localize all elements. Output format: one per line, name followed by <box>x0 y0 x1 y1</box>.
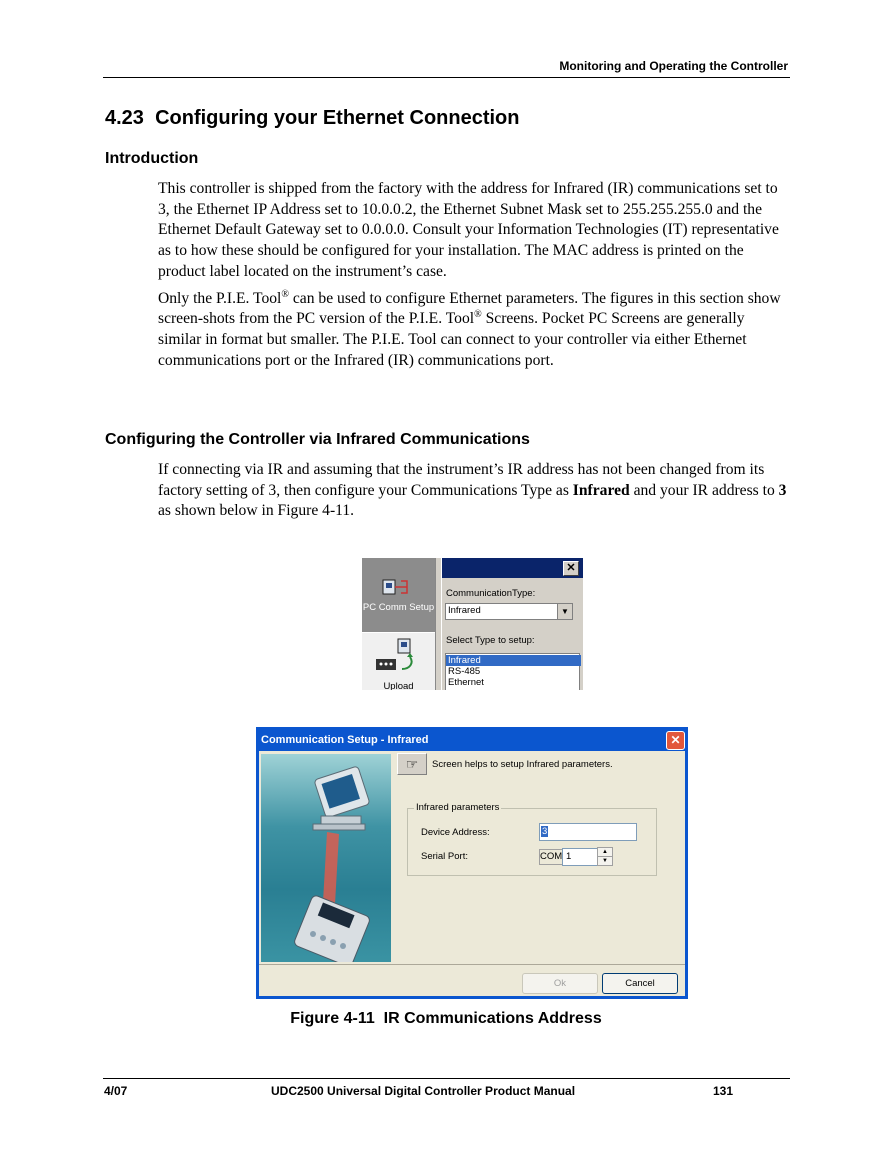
device-address-value: 3 <box>542 826 548 837</box>
footer-date: 4/07 <box>104 1084 128 1098</box>
window-title: Communication Setup - Infrared <box>261 734 429 746</box>
ir-setup-window <box>256 727 688 999</box>
serial-port-spinner[interactable] <box>597 847 611 865</box>
ir-bold-3: 3 <box>778 481 787 499</box>
running-header: Monitoring and Operating the Controller <box>559 59 788 73</box>
comm-type-dialog <box>441 558 583 690</box>
ir-heading: Configuring the Controller via Infrared Communications <box>105 431 530 448</box>
ok-button[interactable]: Ok <box>522 973 598 994</box>
footer-rule <box>103 1078 790 1079</box>
type-list <box>445 653 580 690</box>
device-address-input[interactable] <box>539 823 637 841</box>
close-icon[interactable]: ✕ <box>563 561 579 576</box>
device-address-label: Device Address: <box>421 827 490 838</box>
chevron-down-icon[interactable]: ▼ <box>557 604 572 619</box>
comm-type-value: Infrared <box>448 605 481 616</box>
serial-port-value: 1 <box>566 851 572 862</box>
intro-p2-part-b: can be used to configure Ethernet parameters. The figures in this section show screen-shots from the PC version of the P.I.E. Tool <box>158 289 781 328</box>
infrared-params-group <box>407 808 657 876</box>
select-type-label: Select Type to setup: <box>446 635 535 646</box>
cancel-button[interactable]: Cancel <box>602 973 678 994</box>
spin-up-icon[interactable]: ▲ <box>597 847 613 857</box>
list-item[interactable]: Ethernet <box>448 677 484 688</box>
ir-part-b: and your IR address to <box>629 481 779 499</box>
pc-comm-icon <box>381 578 413 600</box>
section-title: Configuring your Ethernet Connection <box>155 107 520 129</box>
list-item[interactable]: RS-485 <box>448 666 481 677</box>
header-rule <box>103 77 790 78</box>
intro-paragraph-1: This controller is shipped from the factory with the address for Infrared (IR) communications set to 3, the Ethernet IP Address set to 10.0.0.2, the Ethernet Subnet Mask set to 255.255.255.0 and the Ethernet Default Gateway set to 0.0.0.0. Consult your Information Technologies (IT) representative as to how these should be configured for your installation. The MAC address is printed on the product label located on the instrument’s case. <box>158 180 779 280</box>
pc-comm-setup-button[interactable] <box>362 558 436 632</box>
ir-part-a: If connecting via IR and assuming that the instrument’s IR address has not been changed from its factory setting of 3, then configure your Communications Type as <box>158 461 765 499</box>
com-prefix: COM <box>539 849 563 865</box>
upload-label: Upload <box>383 681 414 690</box>
pointing-hand-icon: ☞ <box>397 753 427 775</box>
spin-down-icon[interactable]: ▼ <box>597 856 613 866</box>
serial-port-input[interactable] <box>562 848 598 866</box>
close-icon[interactable]: ✕ <box>666 731 685 750</box>
footer-separator <box>259 964 685 965</box>
intro-heading: Introduction <box>105 150 199 167</box>
hint-text: Screen helps to setup Infrared parameters. <box>432 759 613 770</box>
pc-comm-setup-label: PC Comm Setup <box>362 602 435 613</box>
ir-paragraph <box>158 460 788 522</box>
ir-body <box>158 460 788 522</box>
section-number: 4.23 <box>105 107 144 129</box>
registered-mark: ® <box>281 288 289 300</box>
ir-part-c: as shown below in Figure 4-11. <box>158 502 355 520</box>
upload-icon <box>374 637 422 673</box>
list-item[interactable]: Infrared <box>446 655 581 666</box>
comm-type-label: CommunicationType: <box>446 588 536 599</box>
intro-p2-part-c: Screens. Pocket PC Screens are generally similar in format but smaller. The P.I.E. Tool can connect to your controller via either Ethernet communications port or the Infrared (IR) communications port. <box>158 310 747 369</box>
pc-and-controller-icon <box>261 754 391 962</box>
registered-mark-2: ® <box>474 309 482 321</box>
intro-paragraph-2 <box>158 289 788 372</box>
comm-type-select[interactable] <box>445 603 573 620</box>
ir-bold-infrared: Infrared <box>572 481 630 499</box>
intro-p2-part-a: Only the P.I.E. Tool <box>158 289 282 307</box>
upload-button[interactable] <box>362 633 435 690</box>
footer-manual-title: UDC2500 Universal Digital Controller Product Manual <box>271 1084 576 1098</box>
group-title: Infrared parameters <box>416 802 500 813</box>
comm-type-screenshot <box>362 558 583 690</box>
figure-caption: Figure 4-11 IR Communications Address <box>290 1010 602 1027</box>
window-client <box>259 751 685 996</box>
dialog-titlebar <box>442 558 583 578</box>
serial-port-label: Serial Port: <box>421 851 468 862</box>
page-number: 131 <box>713 1084 734 1098</box>
ir-illustration <box>261 754 391 962</box>
intro-body <box>158 179 788 371</box>
section-heading <box>105 107 520 130</box>
